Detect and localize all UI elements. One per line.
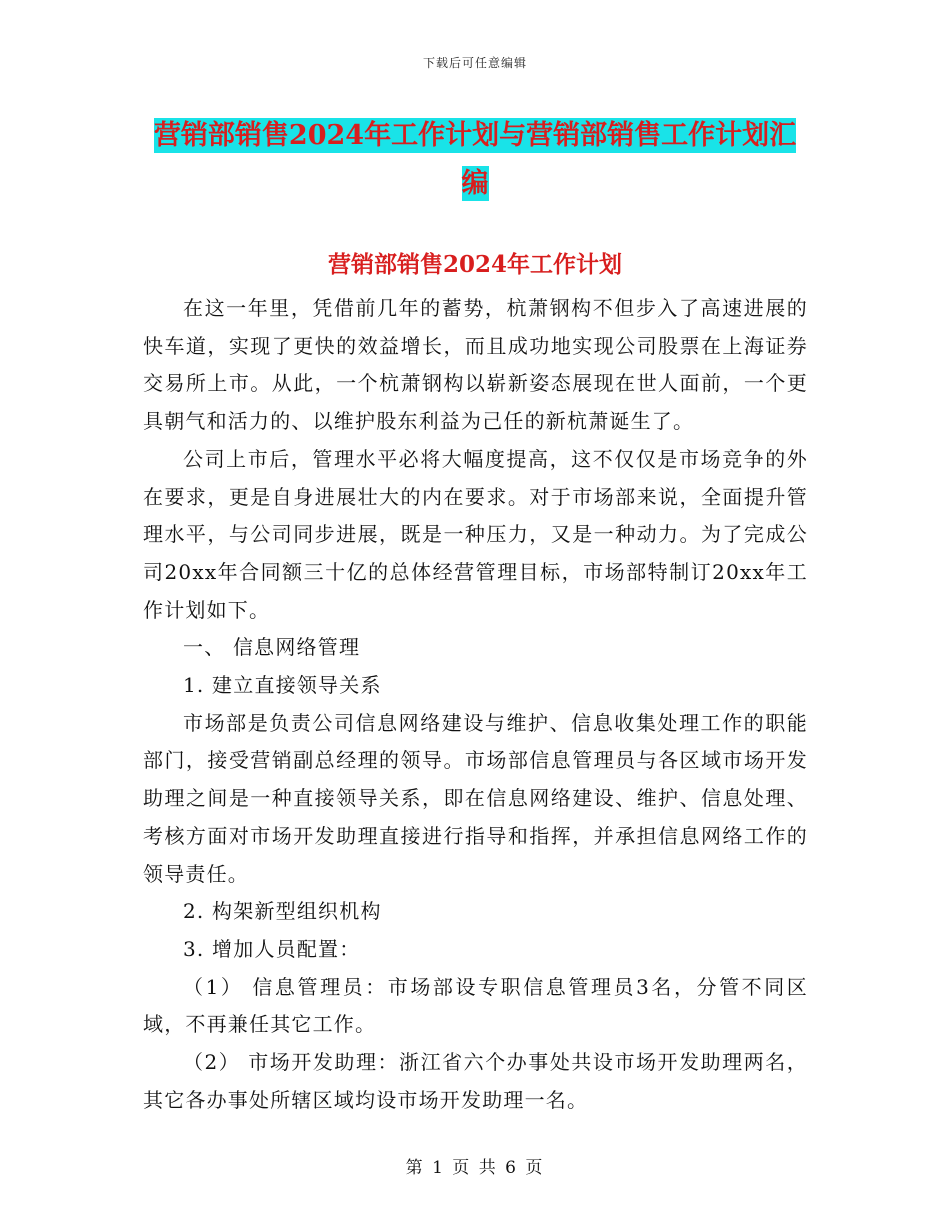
paragraph-intro: 在这一年里，凭借前几年的蓄势，杭萧钢构不但步入了高速进展的快车道，实现了更快的效益增长，而且成功地实现公司股票在上海证券交易所上市。从此，一个杭萧钢构以崭新姿态展现在世人面前，一个更具朝气和活力的、以维护股东利益为己任的新杭萧诞生了。 bbox=[143, 296, 808, 434]
header-note: 下载后可任意编辑 bbox=[422, 56, 527, 70]
heading-info-network: 一、 信息网络管理 bbox=[183, 635, 361, 660]
item-market-assistant: （2） 市场开发助理：浙江省六个办事处共设市场开发助理两名，其它各办事处所辖区域均设市场开发助理一名。 bbox=[143, 1050, 808, 1112]
page-footer: 第 1 页 共 6 页 bbox=[405, 1158, 545, 1178]
paragraph-market-dept: 市场部是负责公司信息网络建设与维护、信息收集处理工作的职能部门，接受营销副总经理的领导。市场部信息管理员与各区域市场开发助理之间是一种直接领导关系，即在信息网络建设、维护、信息处理、考核方面对市场开发助理直接进行指导和指挥，并承担信息网络工作的领导责任。 bbox=[143, 710, 808, 886]
heading-direct-leadership: 1. 建立直接领导关系 bbox=[183, 673, 382, 698]
item-info-manager: （1） 信息管理员：市场部设专职信息管理员3名，分管不同区域，不再兼任其它工作。 bbox=[143, 974, 808, 1037]
document-title bbox=[140, 112, 810, 208]
heading-staffing: 3. 增加人员配置： bbox=[183, 936, 361, 961]
section-title: 营销部销售2024年工作计划 bbox=[327, 251, 622, 278]
body-text bbox=[143, 290, 808, 1119]
heading-new-org: 2. 构架新型组织机构 bbox=[183, 899, 382, 924]
paragraph-listing: 公司上市后，管理水平必将大幅度提高，这不仅仅是市场竞争的外在要求，更是自身进展壮大的内在要求。对于市场部来说，全面提升管理水平，与公司同步进展，既是一种压力，又是一种动力。为了完成公司20xx年合同额三十亿的总体经营管理目标，市场部特制订20xx年工作计划如下。 bbox=[143, 446, 808, 622]
title-line-1: 营销部销售2024年工作计划与营销部销售工作计划汇 bbox=[153, 120, 797, 151]
title-line-2: 编 bbox=[461, 168, 489, 199]
